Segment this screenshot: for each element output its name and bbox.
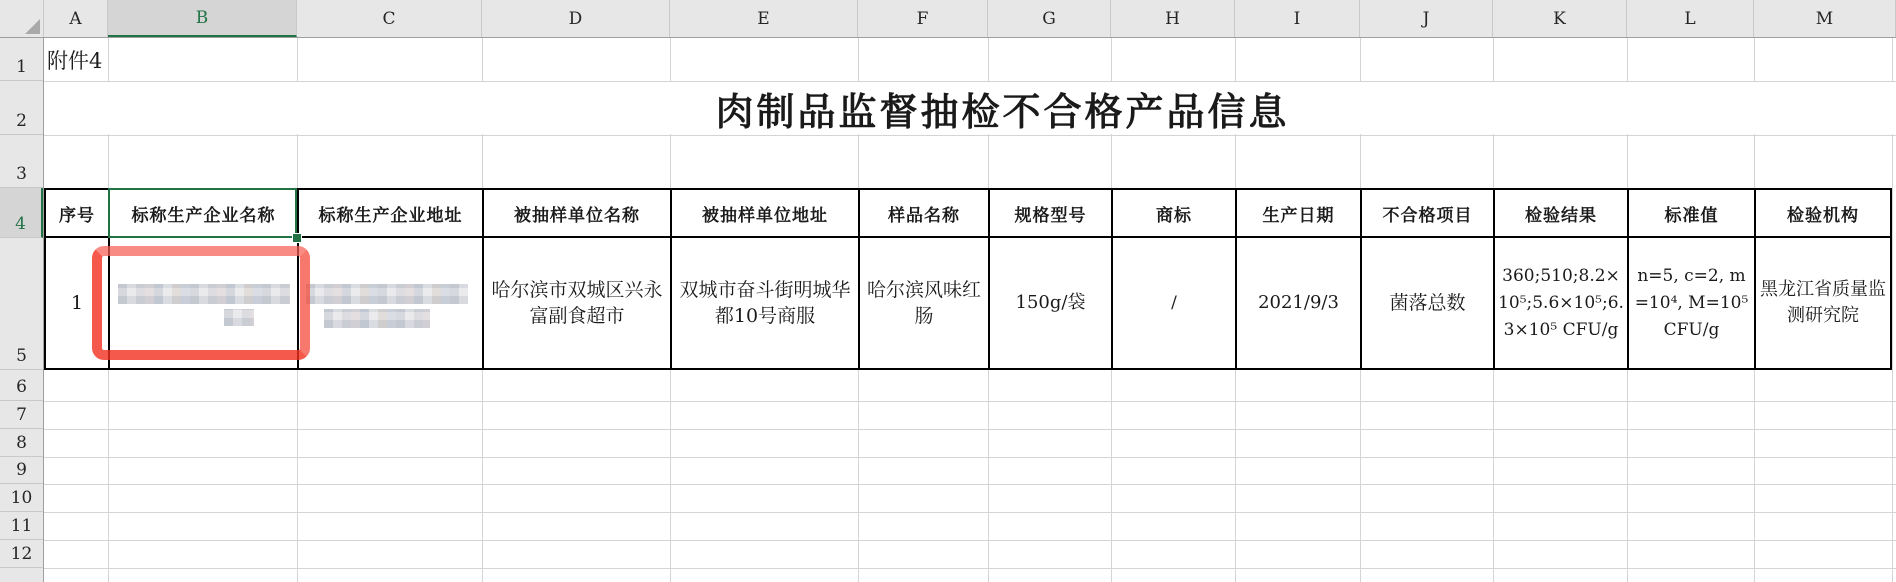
- column-header-f[interactable]: F: [858, 0, 988, 37]
- column-header-a[interactable]: A: [44, 0, 108, 37]
- cell-spec-model[interactable]: 150g/袋: [990, 238, 1113, 368]
- cell-sample-name[interactable]: 哈尔滨风味红肠: [860, 238, 990, 368]
- row-header-9[interactable]: 9: [0, 457, 43, 484]
- row-header-4[interactable]: 4: [0, 188, 43, 238]
- column-header-b[interactable]: B: [108, 0, 297, 37]
- gridline-h: [44, 512, 1896, 513]
- cell-sampled-unit-address[interactable]: 双城市奋斗街明城华都10号商服: [672, 238, 860, 368]
- col-header-sample-name[interactable]: 样品名称: [860, 190, 990, 238]
- row-header-12[interactable]: 12: [0, 540, 43, 568]
- redaction-mosaic-producer-address: [306, 284, 468, 304]
- column-header-g[interactable]: G: [988, 0, 1111, 37]
- cell-a1-attachment-label[interactable]: 附件4: [47, 48, 103, 73]
- col-header-producer-name[interactable]: 标称生产企业名称: [110, 190, 299, 238]
- col-header-producer-address[interactable]: 标称生产企业地址: [299, 190, 484, 238]
- row-header-gutter: [0, 38, 44, 582]
- column-header-m[interactable]: M: [1754, 0, 1896, 37]
- select-all-corner[interactable]: [0, 0, 44, 37]
- column-header-j[interactable]: J: [1360, 0, 1493, 37]
- col-header-trademark[interactable]: 商标: [1113, 190, 1237, 238]
- fill-handle[interactable]: [292, 233, 302, 243]
- row-header-1[interactable]: 1: [0, 38, 43, 81]
- col-header-sampled-unit-name[interactable]: 被抽样单位名称: [484, 190, 672, 238]
- col-header-spec-model[interactable]: 规格型号: [990, 190, 1113, 238]
- row-header-7[interactable]: 7: [0, 401, 43, 429]
- column-header-e[interactable]: E: [670, 0, 858, 37]
- product-info-table: [44, 188, 1892, 370]
- gridline-h: [44, 457, 1896, 458]
- redaction-mosaic-producer-address-line2: [324, 309, 430, 328]
- row-header-10[interactable]: 10: [0, 484, 43, 512]
- row-header-11[interactable]: 11: [0, 512, 43, 540]
- cell-sampled-unit-name[interactable]: 哈尔滨市双城区兴永富副食超市: [484, 238, 672, 368]
- red-annotation-box: [92, 246, 310, 360]
- row-header-2[interactable]: 2: [0, 81, 43, 135]
- row-header-3[interactable]: 3: [0, 135, 43, 188]
- row-header-5[interactable]: 5: [0, 238, 43, 370]
- column-header-i[interactable]: I: [1235, 0, 1360, 37]
- cell-seq[interactable]: 1: [46, 238, 110, 368]
- col-header-sampled-unit-address[interactable]: 被抽样单位地址: [672, 190, 860, 238]
- column-header-k[interactable]: K: [1493, 0, 1627, 37]
- select-all-triangle-icon: [25, 19, 40, 34]
- cell-trademark[interactable]: /: [1113, 238, 1237, 368]
- column-header-strip: [0, 0, 1896, 38]
- gridline-h: [44, 484, 1896, 485]
- col-header-inspection-agency[interactable]: 检验机构: [1756, 190, 1890, 238]
- col-header-inspection-result[interactable]: 检验结果: [1495, 190, 1629, 238]
- cell-inspection-result[interactable]: 360;510;8.2×10⁵;5.6×10⁵;6.3×10⁵ CFU/g: [1495, 238, 1629, 368]
- column-header-l[interactable]: L: [1627, 0, 1754, 37]
- col-header-standard-value[interactable]: 标准值: [1629, 190, 1756, 238]
- cell-production-date[interactable]: 2021/9/3: [1237, 238, 1362, 368]
- cell-standard-value[interactable]: n=5, c=2, m=10⁴, M=10⁵ CFU/g: [1629, 238, 1756, 368]
- col-header-unqualified-item[interactable]: 不合格项目: [1362, 190, 1495, 238]
- merged-title-cell[interactable]: 肉制品监督抽检不合格产品信息: [45, 82, 1896, 134]
- gridline-h: [44, 429, 1896, 430]
- cell-unqualified-item[interactable]: 菌落总数: [1362, 238, 1495, 368]
- gridline-h: [44, 540, 1896, 541]
- gridline-h: [44, 568, 1896, 569]
- column-header-d[interactable]: D: [482, 0, 670, 37]
- col-header-seq[interactable]: 序号: [46, 190, 110, 238]
- column-header-c[interactable]: C: [297, 0, 482, 37]
- gridline-h: [44, 401, 1896, 402]
- cell-inspection-agency[interactable]: 黑龙江省质量监测研究院: [1756, 238, 1890, 368]
- row-header-6[interactable]: 6: [0, 370, 43, 401]
- column-header-h[interactable]: H: [1111, 0, 1235, 37]
- col-header-production-date[interactable]: 生产日期: [1237, 190, 1362, 238]
- row-header-8[interactable]: 8: [0, 429, 43, 457]
